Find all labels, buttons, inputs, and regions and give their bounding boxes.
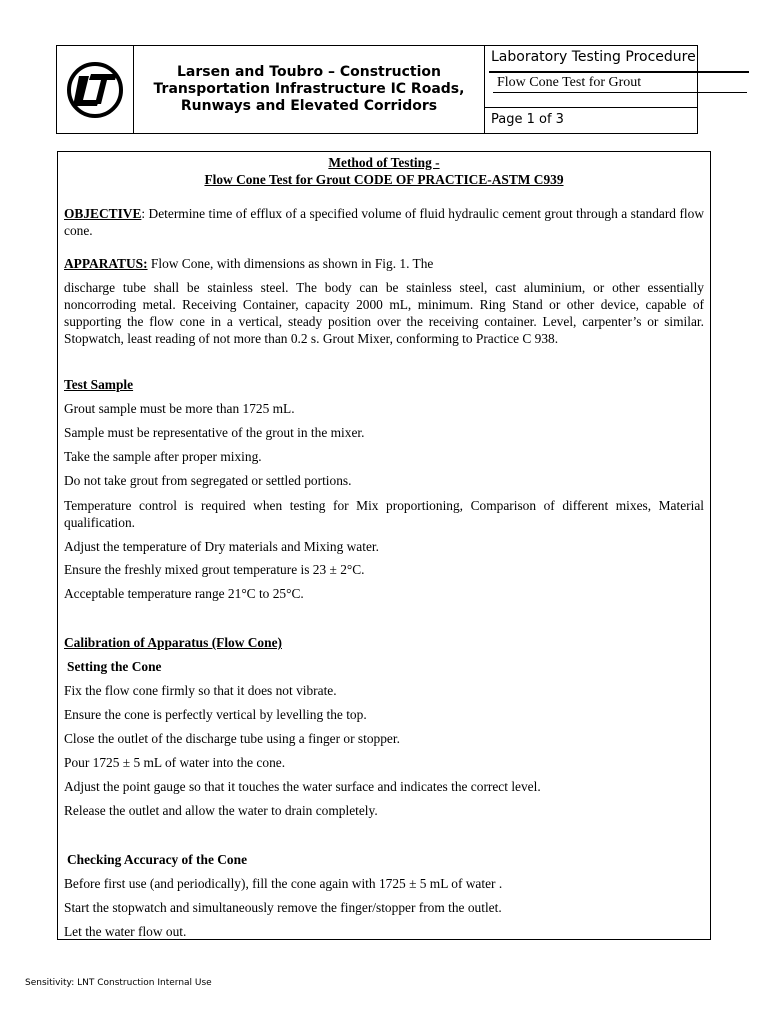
list-item: Take the sample after proper mixing. (64, 449, 262, 464)
list-item: Do not take grout from segregated or settled portions. (64, 473, 352, 488)
list-item: Sample must be representative of the grout in the mixer. (64, 425, 365, 440)
objective-paragraph (64, 205, 704, 239)
list-item: Before first use (and periodically), fill the cone again with 1725 ± 5 mL of water . (64, 876, 503, 891)
sensitivity-label: Sensitivity: LNT Construction Internal Use (25, 978, 212, 988)
list-item: Start the stopwatch and simultaneously remove the finger/stopper from the outlet. (64, 900, 502, 915)
procedure-label: Laboratory Testing Procedure (491, 49, 696, 65)
test-sample-heading: Test Sample (64, 377, 134, 392)
lt-logo-icon (65, 60, 125, 120)
list-item: Close the outlet of the discharge tube using a finger or stopper. (64, 731, 400, 746)
divider (489, 71, 749, 73)
apparatus-line (64, 255, 704, 272)
list-item: Ensure the freshly mixed grout temperature is 23 ± 2°C. (64, 562, 365, 577)
page-cell (485, 108, 697, 133)
list-item: Adjust the point gauge so that it touches the water surface and indicates the correct level. (64, 779, 541, 794)
document-body (57, 151, 711, 940)
apparatus-paragraph: discharge tube shall be stainless steel. The body can be stainless steel, cast aluminium, or other essentially noncorroding metal. Receiving Container, capacity 2000 mL, minimum. Ring Stand or other device, capable of supporting the flow cone in a vertical, steady position over the receiving container. Level, carpenter’s or similar. Stopwatch, least reading of not more than 0.2 s. Grout Mixer, conforming to Practice C 938. (64, 280, 704, 346)
list-item: Pour 1725 ± 5 mL of water into the cone. (64, 755, 286, 770)
list-item: Acceptable temperature range 21°C to 25°C. (64, 586, 304, 601)
objective-label: OBJECTIVE (64, 206, 142, 221)
procedure-cell (485, 46, 697, 108)
page-number: Page 1 of 3 (491, 112, 564, 127)
objective-text: : Determine time of efflux of a specified volume of fluid hydraulic cement grout through a standard flow cone. (64, 206, 704, 238)
doc-title-line2: Flow Cone Test for Grout CODE OF PRACTICE-ASTM C939 (204, 172, 564, 187)
list-item: Adjust the temperature of Dry materials and Mixing water. (64, 539, 379, 554)
checking-heading: Checking Accuracy of the Cone (67, 852, 248, 867)
list-item: Ensure the cone is perfectly vertical by levelling the top. (64, 707, 367, 722)
procedure-title: Flow Cone Test for Grout (497, 75, 642, 90)
document-header (56, 45, 698, 134)
list-item: Release the outlet and allow the water to drain completely. (64, 803, 378, 818)
doc-title-line1: Method of Testing - (328, 155, 440, 170)
divider (493, 92, 747, 93)
calibration-heading: Calibration of Apparatus (Flow Cone) (64, 635, 282, 650)
list-item: Grout sample must be more than 1725 mL. (64, 401, 295, 416)
company-name: Larsen and Toubro – Construction Transportation Infrastructure IC Roads, Runways and Elevated Corridors (134, 46, 485, 133)
list-item: Let the water flow out. (64, 924, 187, 939)
apparatus-text: Flow Cone, with dimensions as shown in Fig. 1. The (147, 256, 434, 271)
apparatus-label: APPARATUS: (64, 256, 148, 271)
setting-heading: Setting the Cone (67, 659, 162, 674)
logo-cell (57, 46, 134, 133)
list-item: Temperature control is required when testing for Mix proportioning, Comparison of different mixes, Material qualification. (64, 498, 704, 530)
list-item: Fix the flow cone firmly so that it does not vibrate. (64, 683, 337, 698)
